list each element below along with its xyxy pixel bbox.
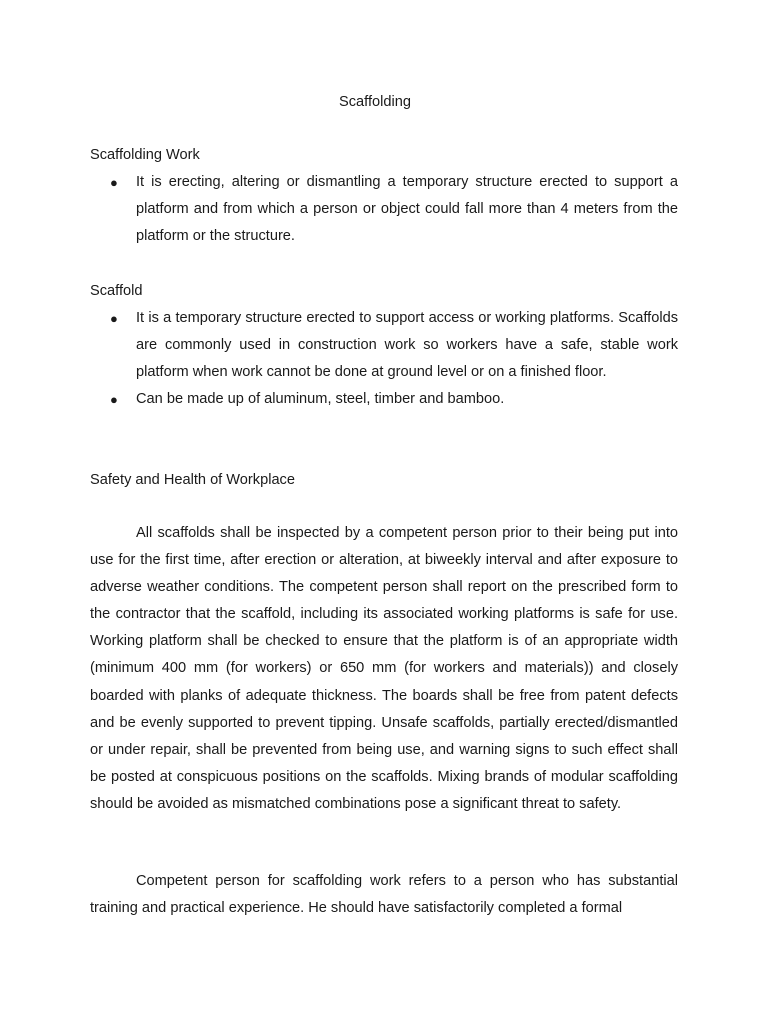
document-title: Scaffolding	[339, 94, 411, 110]
bullet-icon: ●	[110, 392, 118, 407]
bullet-icon: ●	[110, 175, 118, 190]
body-paragraph: Competent person for scaffolding work refers to a person who has substantial training and practical experience. He should have satisfactorily completed a formal	[90, 873, 678, 917]
section-heading-scaffold: Scaffold	[90, 283, 143, 299]
bullet-text: It is erecting, altering or dismantling a temporary structure erected to support a platform and from which a person or object could fall more than 4 meters from the platform or the structure.	[136, 174, 678, 244]
bullet-list-scaffolding-work	[90, 169, 678, 250]
bullet-text: It is a temporary structure erected to support access or working platforms. Scaffolds are commonly used in construction work so workers have a safe, stable work platform when work cannot be done at ground level or on a finished floor.	[136, 310, 678, 380]
bullet-list-scaffold	[90, 305, 678, 413]
section-heading-scaffolding-work: Scaffolding Work	[90, 147, 200, 163]
bullet-item	[90, 305, 678, 386]
body-paragraph: All scaffolds shall be inspected by a competent person prior to their being put into use for the first time, after erection or alteration, at biweekly interval and after exposure to adverse weather conditions. The competent person shall report on the prescribed form to the contractor that the scaffold, including its associated working platforms is safe for use. Working platform shall be checked to ensure that the platform is of an appropriate width (minimum 400 mm (for workers) or 650 mm (for workers and materials)) and closely boarded with planks of adequate thickness. The boards shall be free from patent defects and be evenly supported to prevent tipping. Unsafe scaffolds, partially erected/dismantled or under repair, shall be prevented from being use, and warning signs to such effect shall be posted at conspicuous positions on the scaffolds. Mixing brands of modular scaffolding should be avoided as mismatched combinations pose a significant threat to safety.	[90, 525, 678, 812]
bullet-icon: ●	[110, 311, 118, 326]
bullet-text: Can be made up of aluminum, steel, timber and bamboo.	[136, 391, 505, 407]
bullet-item	[90, 169, 678, 250]
bullet-item	[90, 386, 678, 413]
section-heading-safety-and-health: Safety and Health of Workplace	[90, 472, 295, 488]
